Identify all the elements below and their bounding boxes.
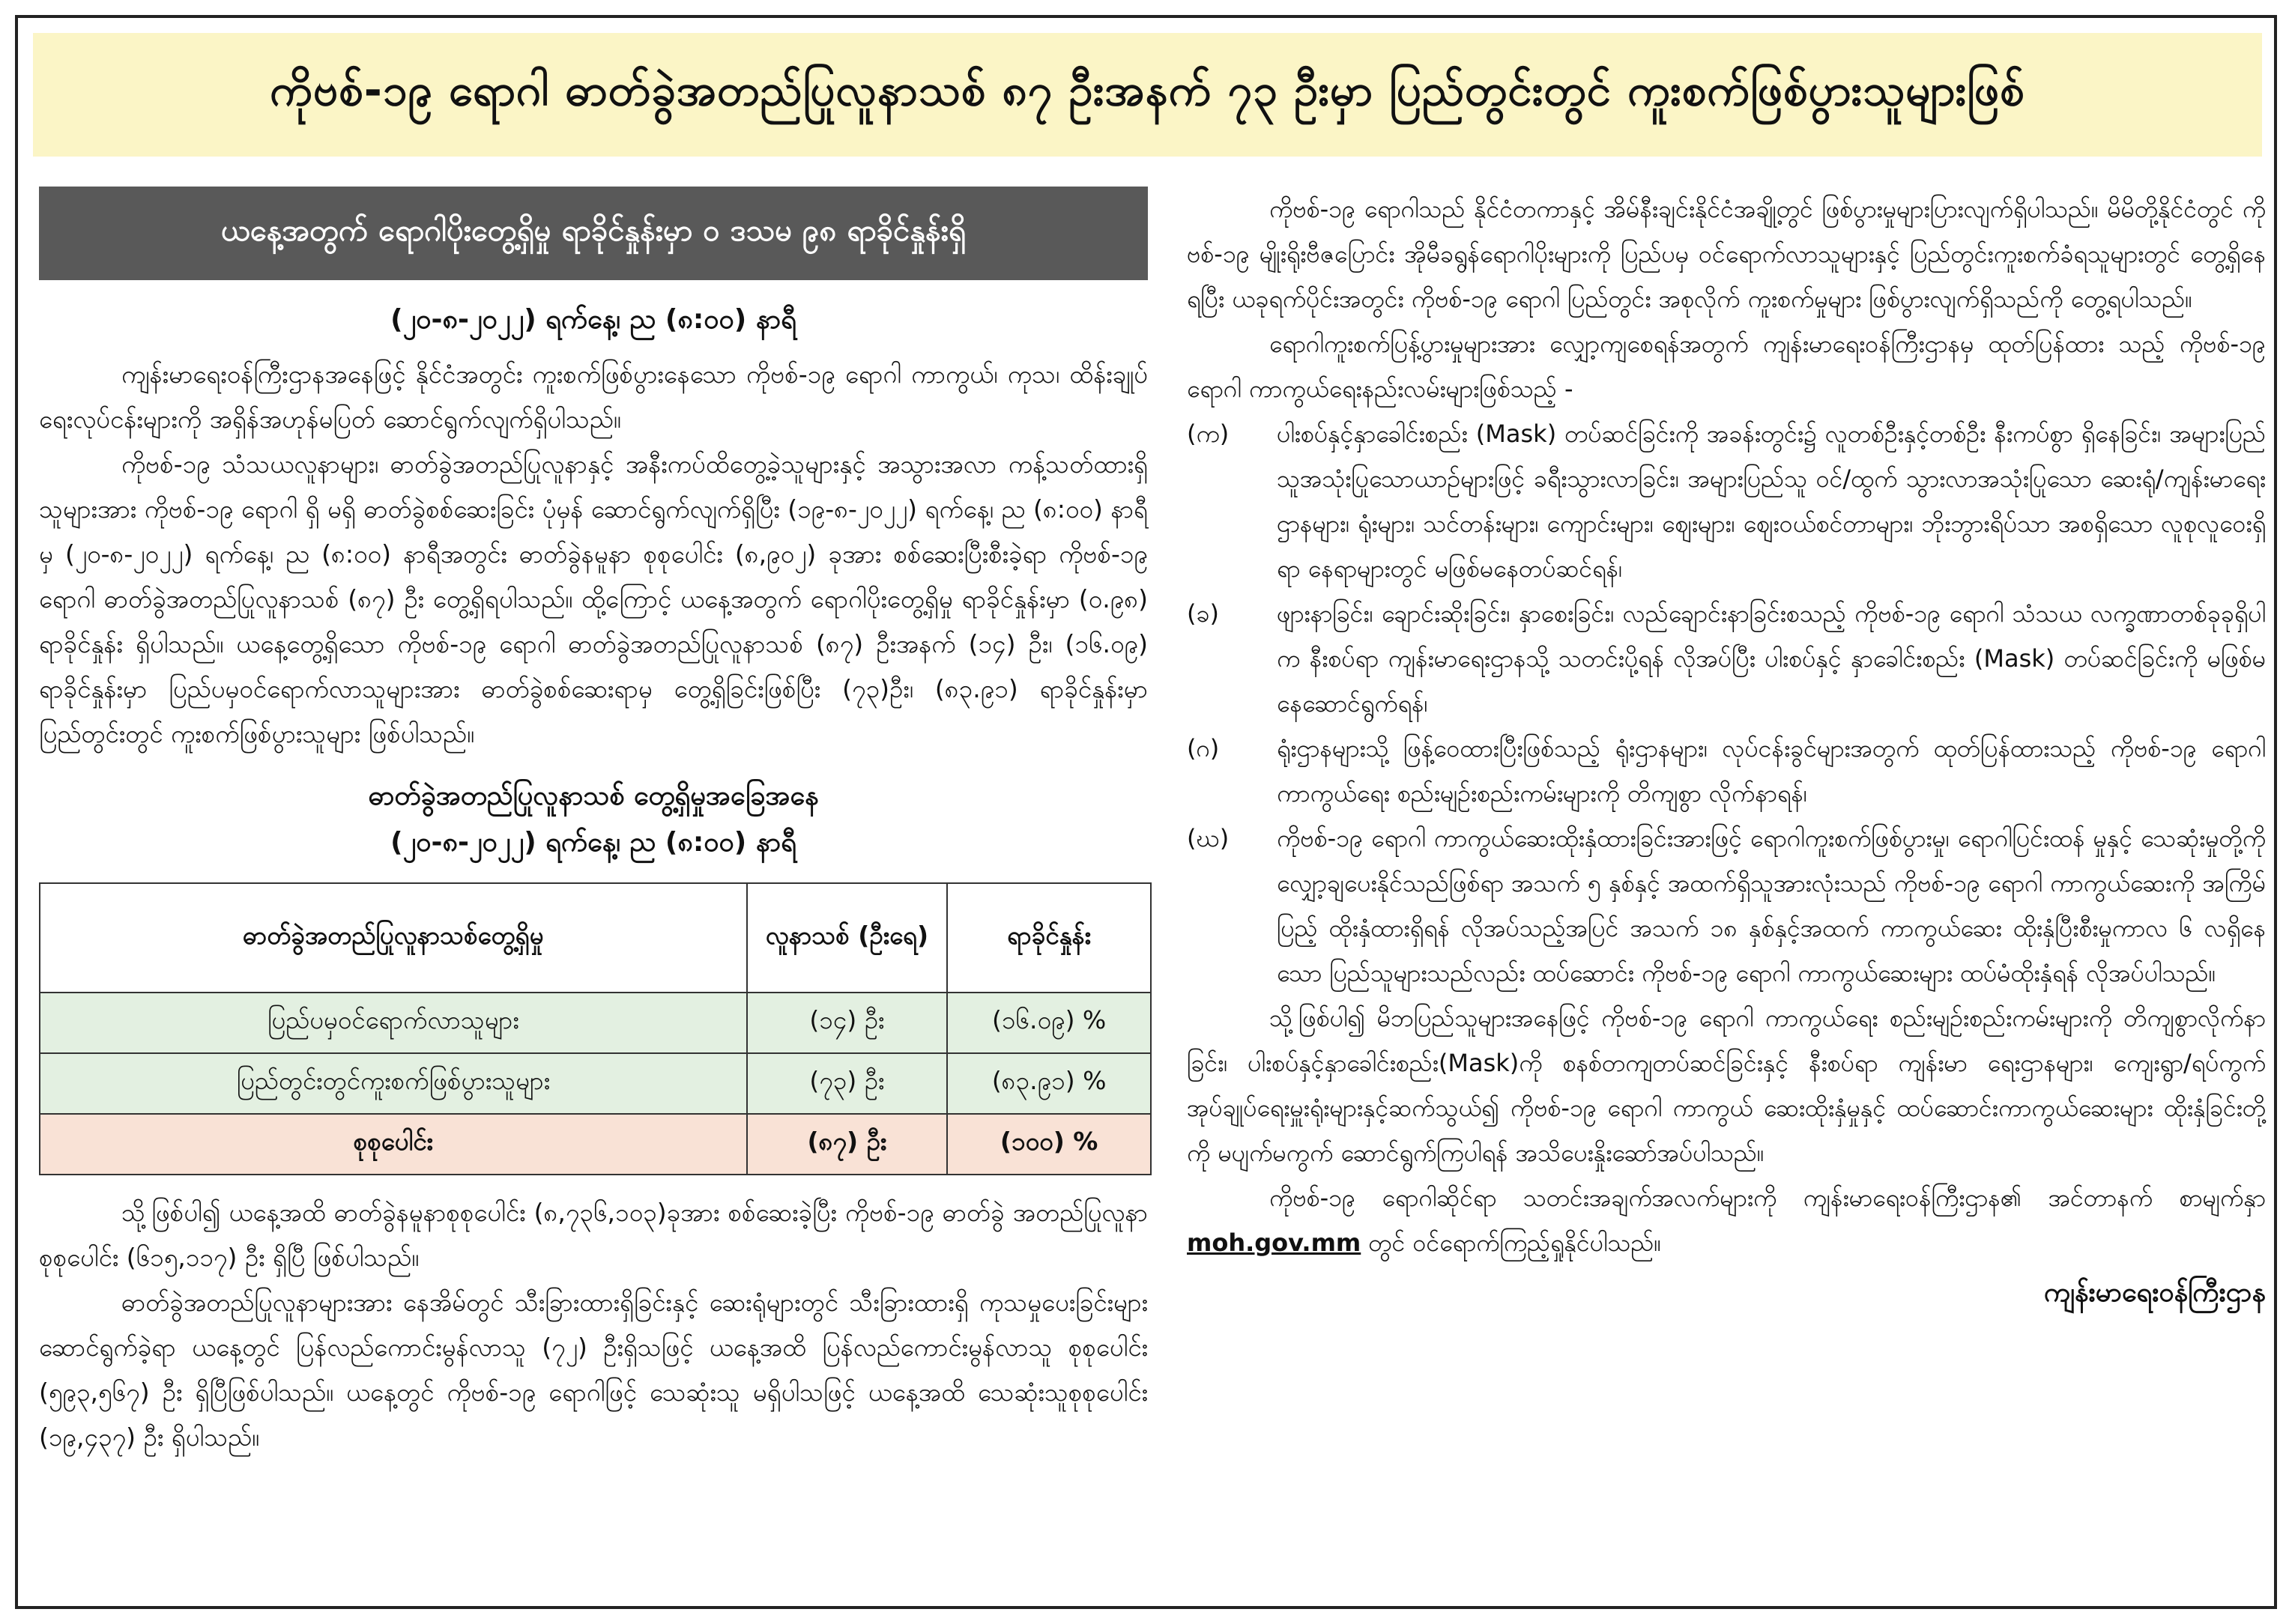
paragraph: သို့ဖြစ်ပါ၍ ယနေ့အထိ ဓာတ်ခွဲနမူနာစုစုပေါင်း (၈,၇၃၆,၁၀၃)ခုအား စစ်ဆေးခဲ့ပြီး ကိုဗစ်-၁၉ ဓာတ်ခွဲ အတည်ပြုလူနာ စုစုပေါင်း (၆၁၅,၁၁၇) ဦး ရှိပြီ ဖြစ်ပါသည်။ xyxy=(39,1198,1148,1272)
new-cases-table xyxy=(39,882,1152,1175)
info-paragraph xyxy=(1187,1175,2266,1265)
list-text: ပါးစပ်နှင့်နှာခေါင်းစည်း (Mask) တပ်ဆင်ခြင်းကို အခန်းတွင်း၌ လူတစ်ဦးနှင့်တစ်ဦး နီးကပ်စွာ ရှိနေခြင်း၊ အများပြည်သူအသုံးပြုသောယာဉ်များဖြင့် ခရီးသွားလာခြင်း၊ အများပြည်သူ ဝင်/ထွက် သွားလာအသုံးပြုသော ဆေးရုံ/ကျန်းမာရေးဌာနများ၊ ရုံးများ၊ သင်တန်းများ၊ ကျောင်းများ၊ ဈေးများ၊ ဈေးဝယ်စင်တာများ၊ ဘိုးဘွားရိပ်သာ အစရှိသော လူစုလူဝေးရှိရာ နေရာများတွင် မဖြစ်မနေတပ်ဆင်ရန်၊ xyxy=(1277,419,2266,583)
table-cell: ပြည်ပမှဝင်ရောက်လာသူများ xyxy=(40,993,747,1053)
left-column xyxy=(39,187,1148,1460)
table-title xyxy=(39,773,1148,866)
report-date: (၂၀-၈-၂၀၂၂) ရက်နေ့၊ ည (၈:၀၀) နာရီ xyxy=(390,304,796,335)
paragraph: ကိုဗစ်-၁၉ ရောဂါသည် နိုင်ငံတကာနှင့် အိမ်နီးချင်းနိုင်ငံအချို့တွင် ဖြစ်ပွားမှုများပြားလျက်ရှိပါသည်။ မိမိတို့နိုင်ငံတွင် ကိုဗစ်-၁၉ မျိုးရိုးဗီဇပြောင်း အိုမီခရွန်ရောဂါပိုးများကို ပြည်ပမှ ဝင်ရောက်လာသူများနှင့် ပြည်တွင်းကူးစက်ခံရသူများတွင် တွေ့ရှိနေရပြီး ယခုရက်ပိုင်းအတွင်း ကိုဗစ်-၁၉ ရောဂါ ပြည်တွင်း အစုလိုက် ကူးစက်မှုများ ဖြစ်ပွားလျက်ရှိသည်ကို တွေ့ရပါသည်။ xyxy=(1187,195,2266,313)
list-marker: (ခ) xyxy=(1187,599,1219,628)
website-link[interactable]: moh.gov.mm xyxy=(1187,1228,1361,1257)
table-cell: (၁၄) ဦး xyxy=(747,993,948,1053)
table-total-row xyxy=(40,1114,1151,1175)
list-text: ကိုဗစ်-၁၉ ရောဂါ ကာကွယ်ဆေးထိုးနှံထားခြင်းအားဖြင့် ရောဂါကူးစက်ဖြစ်ပွားမှု၊ ရောဂါပြင်းထန် မှုနှင့် သေဆုံးမှုတို့ကို လျှော့ချပေးနိုင်သည်ဖြစ်ရာ အသက် ၅ နှစ်နှင့် အထက်ရှိသူအားလုံးသည် ကိုဗစ်-၁၉ ရောဂါ ကာကွယ်ဆေးကို အကြိမ်ပြည့် ထိုးနှံထားရှိရန် လိုအပ်သည့်အပြင် အသက် ၁၈ နှစ်နှင့်အထက် ကာကွယ်ဆေး ထိုးနှံပြီးစီးမှုကာလ ၆ လရှိနေသော ပြည်သူများသည်လည်း ထပ်ဆောင်း ကိုဗစ်-၁၉ ရောဂါ ကာကွယ်ဆေးများ ထပ်မံထိုးနှံရန် လိုအပ်ပါသည်။ xyxy=(1277,824,2266,987)
paragraph: သို့ဖြစ်ပါ၍ မိဘပြည်သူများအနေဖြင့် ကိုဗစ်-၁၉ ရောဂါ ကာကွယ်ရေး စည်းမျဉ်းစည်းကမ်းများကို တိကျစွာလိုက်နာခြင်း၊ ပါးစပ်နှင့်နှာခေါင်းစည်း(Mask)ကို စနစ်တကျတပ်ဆင်ခြင်းနှင့် နီးစပ်ရာ ကျန်းမာ ရေးဌာနများ၊ ကျေးရွာ/ရပ်ကွက် အုပ်ချုပ်ရေးမှူးရုံးများနှင့်ဆက်သွယ်၍ ကိုဗစ်-၁၉ ရောဂါ ကာကွယ် ဆေးထိုးနှံမှုနှင့် ထပ်ဆောင်းကာကွယ်ဆေးများ ထိုးနှံခြင်းတို့ကို မပျက်မကွက် ဆောင်ရွက်ကြပါရန် အသိပေးနှိုးဆော်အပ်ပါသည်။ xyxy=(1187,1004,2266,1167)
table-cell: ပြည်တွင်းတွင်ကူးစက်ဖြစ်ပွားသူများ xyxy=(40,1053,747,1114)
ministry-signature: ကျန်းမာရေးဝန်ကြီးဌာန xyxy=(2043,1277,2266,1308)
list-item xyxy=(1187,816,2266,996)
table-cell: (၁၆.၀၉) % xyxy=(947,993,1151,1053)
table-cell: (၈၃.၉၁) % xyxy=(947,1053,1151,1114)
list-marker: (က) xyxy=(1187,419,1230,448)
table-cell: စုစုပေါင်း xyxy=(40,1114,747,1175)
table-title-line: ဓာတ်ခွဲအတည်ပြုလူနာသစ် တွေ့ရှိမှုအခြေအနေ xyxy=(368,781,819,811)
table-cell: (၈၇) ဦး xyxy=(747,1114,948,1175)
paragraph: ကျန်းမာရေးဝန်ကြီးဌာနအနေဖြင့် နိုင်ငံအတွင်း ကူးစက်ဖြစ်ပွားနေသော ကိုဗစ်-၁၉ ရောဂါ ကာကွယ်၊ ကုသ၊ ထိန်းချုပ်ရေးလုပ်ငန်းများကို အရှိန်အဟုန်မပြတ် ဆောင်ရွက်လျက်ရှိပါသည်။ xyxy=(39,360,1148,434)
info-text: ကိုဗစ်-၁၉ ရောဂါဆိုင်ရာ သတင်းအချက်အလက်များကို ကျန်းမာရေးဝန်ကြီးဌာန၏ အင်တာနက် စာမျက်နှာ xyxy=(1269,1184,2266,1212)
table-row xyxy=(40,1053,1151,1114)
list-marker: (ဃ) xyxy=(1187,824,1230,852)
positivity-subhead: ယနေ့အတွက် ရောဂါပိုးတွေ့ရှိမှု ရာခိုင်နှုန်းမှာ ၀ ဒသမ ၉၈ ရာခိုင်နှုန်းရှိ xyxy=(39,187,1148,280)
list-item xyxy=(1187,726,2266,816)
table-row xyxy=(40,993,1151,1053)
table-header-cell: ဓာတ်ခွဲအတည်ပြုလူနာသစ်တွေ့ရှိမှု xyxy=(40,883,747,993)
left-paragraphs xyxy=(39,352,1148,757)
table-cell: (၇၃) ဦး xyxy=(747,1053,948,1114)
paragraph: ကိုဗစ်-၁၉ သံသယလူနာများ၊ ဓာတ်ခွဲအတည်ပြုလူနာနှင့် အနီးကပ်ထိတွေ့ခဲ့သူများနှင့် အသွားအလာ ကန့်သတ်ထားရှိသူများအား ကိုဗစ်-၁၉ ရောဂါ ရှိ မရှိ ဓာတ်ခွဲစစ်ဆေးခြင်း ပုံမှန် ဆောင်ရွက်လျက်ရှိပြီး (၁၉-၈-၂၀၂၂) ရက်နေ့၊ ည (၈:၀၀) နာရီမှ (၂၀-၈-၂၀၂၂) ရက်နေ့၊ ည (၈:၀၀) နာရီအတွင်း ဓာတ်ခွဲနမူနာ စုစုပေါင်း (၈,၉၀၂) ခုအား စစ်ဆေးပြီးစီးခဲ့ရာ ကိုဗစ်-၁၉ ရောဂါ ဓာတ်ခွဲအတည်ပြုလူနာသစ် (၈၇) ဦး တွေ့ရှိရပါသည်။ ထို့ကြောင့် ယနေ့အတွက် ရောဂါပိုးတွေ့ရှိမှု ရာခိုင်နှုန်းမှာ (၀.၉၈) ရာခိုင်နှုန်း ရှိပါသည်။ ယနေ့တွေ့ရှိသော ကိုဗစ်-၁၉ ရောဂါ ဓာတ်ခွဲအတည်ပြုလူနာသစ် (၈၇) ဦးအနက် (၁၄) ဦး၊ (၁၆.၀၉) ရာခိုင်နှုန်းမှာ ပြည်ပမှဝင်ရောက်လာသူများအား ဓာတ်ခွဲစစ်ဆေးရာမှ တွေ့ရှိခြင်းဖြစ်ပြီး (၇၃)ဦး၊ (၈၃.၉၁) ရာခိုင်နှုန်းမှာ ပြည်တွင်းတွင် ကူးစက်ဖြစ်ပွားသူများ ဖြစ်ပါသည်။ xyxy=(39,449,1148,748)
list-text: ဖျားနာခြင်း၊ ချောင်းဆိုးခြင်း၊ နှာစေးခြင်း၊ လည်ချောင်းနာခြင်းစသည့် ကိုဗစ်-၁၉ ရောဂါ သံသယ လက္ခဏာတစ်ခုခုရှိပါက နီးစပ်ရာ ကျန်းမာရေးဌာနသို့ သတင်းပို့ရန် လိုအပ်ပြီး ပါးစပ်နှင့် နှာခေါင်းစည်း (Mask) တပ်ဆင်ခြင်းကို မဖြစ်မနေဆောင်ရွက်ရန်၊ xyxy=(1277,599,2267,718)
paragraph: ဓာတ်ခွဲအတည်ပြုလူနာများအား နေအိမ်တွင် သီးခြားထားရှိခြင်းနှင့် ဆေးရုံများတွင် သီးခြားထားရှိ ကုသမှုပေးခြင်းများ ဆောင်ရွက်ခဲ့ရာ ယနေ့တွင် ပြန်လည်ကောင်းမွန်လာသူ (၇၂) ဦးရှိသဖြင့် ယနေ့အထိ ပြန်လည်ကောင်းမွန်လာသူ စုစုပေါင်း (၅၉၃,၅၆၇) ဦး ရှိပြီဖြစ်ပါသည်။ ယနေ့တွင် ကိုဗစ်-၁၉ ရောဂါဖြင့် သေဆုံးသူ မရှိပါသဖြင့် ယနေ့အထိ သေဆုံးသူစုစုပေါင်း (၁၉,၄၃၇) ဦး ရှိပါသည်။ xyxy=(39,1288,1148,1452)
left-bottom-paragraphs xyxy=(39,1190,1148,1460)
table-header-cell: လူနာသစ် (ဦးရေ) xyxy=(747,883,948,993)
table-header-row xyxy=(40,883,1151,993)
table-cell: (၁၀၀) % xyxy=(947,1114,1151,1175)
list-item xyxy=(1187,411,2266,591)
table-header-cell: ရာခိုင်နှုန်း xyxy=(947,883,1151,993)
list-text: ရုံးဌာနများသို့ ဖြန့်ဝေထားပြီးဖြစ်သည့် ရုံးဌာနများ၊ လုပ်ငန်းခွင်များအတွက် ထုတ်ပြန်ထားသည့် ကိုဗစ်-၁၉ ရောဂါကာကွယ်ရေး စည်းမျဉ်းစည်းကမ်းများကို တိကျစွာ လိုက်နာရန်၊ xyxy=(1277,734,2266,808)
info-text-end: တွင် ဝင်ရောက်ကြည့်ရှုနိုင်ပါသည်။ xyxy=(1368,1228,1662,1257)
right-column xyxy=(1187,187,2266,1315)
table-date-line: (၂၀-၈-၂၀၂၂) ရက်နေ့၊ ည (၈:၀၀) နာရီ xyxy=(390,827,796,858)
headline: ကိုဗစ်-၁၉ ရောဂါ ဓာတ်ခွဲအတည်ပြုလူနာသစ် ၈၇ ဦးအနက် ၇၃ ဦးမှာ ပြည်တွင်းတွင် ကူးစက်ဖြစ်ပွားသူများဖြစ် xyxy=(33,33,2262,157)
list-marker: (ဂ) xyxy=(1187,734,1220,763)
paragraph: ရောဂါကူးစက်ပြန့်ပွားမှုများအား လျှော့ကျစေရန်အတွက် ကျန်းမာရေးဝန်ကြီးဌာနမှ ထုတ်ပြန်ထား သည့် ကိုဗစ်-၁၉ ရောဂါ ကာကွယ်ရေးနည်းလမ်းများဖြစ်သည့် - xyxy=(1187,330,2266,403)
announcement-frame xyxy=(15,15,2277,1609)
list-item xyxy=(1187,591,2266,726)
